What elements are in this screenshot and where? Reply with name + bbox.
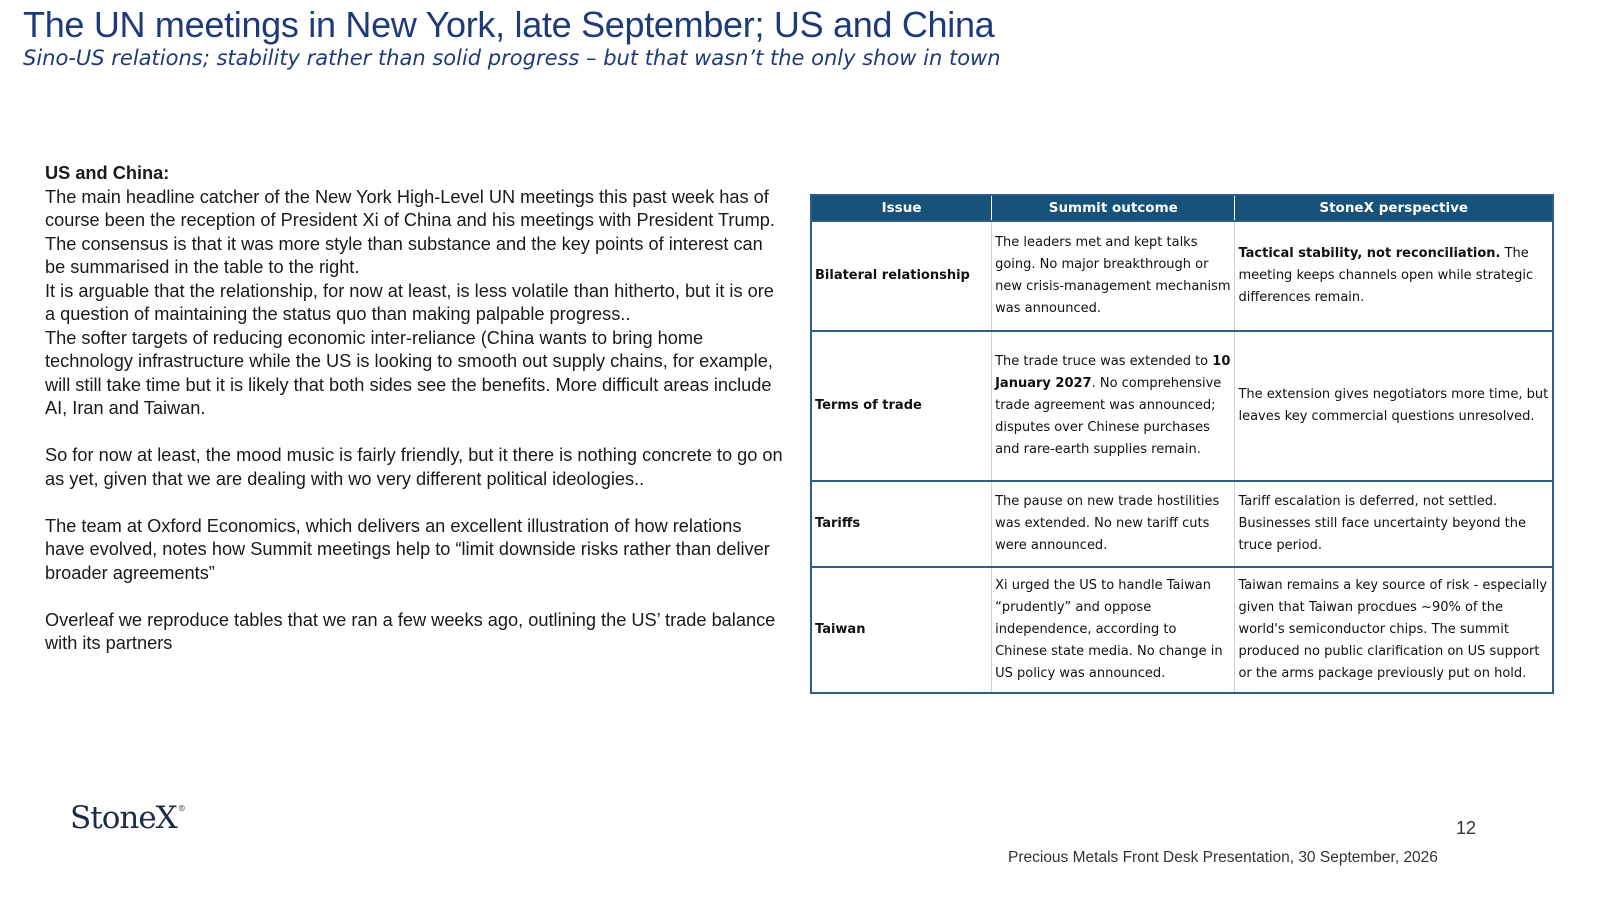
paragraph: Overleaf we reproduce tables that we ran a few weeks ago, outlining the US’ trade balance with its partners: [45, 609, 776, 653]
footer-text: Precious Metals Front Desk Presentation, 30 September, 2026: [1008, 849, 1438, 866]
issue-cell: Bilateral relationship: [811, 221, 992, 331]
outcome-cell: The leaders met and kept talks going. No major breakthrough or new crisis-management mechanism was announced.: [992, 221, 1235, 331]
section-heading: US and China:: [45, 163, 170, 183]
perspective-text: The meeting keeps channels open while strategic differences remain.: [1238, 246, 1534, 305]
paragraph: The main headline catcher of the New York High-Level UN meetings this past week has of course been the reception of President Xi of China and his meetings with President Trump. The consensus is that it was more style than substance and the key points of interest can be summarised in the table to the right.: [45, 186, 775, 277]
perspective-cell: [1235, 221, 1553, 331]
perspective-cell: The extension gives negotiators more time, but leaves key commercial questions unresolved.: [1235, 331, 1553, 481]
body-text: [45, 162, 785, 656]
outcome-text: The trade truce was extended to: [995, 354, 1213, 369]
perspective-cell: Taiwan remains a key source of risk - especially given that Taiwan procdues ~90% of the world's semiconductor chips. The summit produced no public clarification on US support or the arms package previously put on hold.: [1235, 567, 1553, 693]
perspective-emphasis: Tactical stability, not reconciliation.: [1238, 246, 1501, 261]
table-row: [811, 221, 1553, 331]
column-header-stonex-perspective: StoneX perspective: [1235, 195, 1553, 221]
page-number: 12: [1456, 818, 1477, 838]
table-header-row: [811, 195, 1553, 221]
table-row: [811, 481, 1553, 567]
column-header-summit-outcome: Summit outcome: [992, 195, 1235, 221]
paragraph-gap: [45, 421, 785, 445]
paragraph: It is arguable that the relationship, for now at least, is less volatile than hitherto, but it is ore a question of maintaining the status quo than making palpable progress..: [45, 280, 774, 324]
perspective-cell: Tariff escalation is deferred, not settled. Businesses still face uncertainty beyond the truce period.: [1235, 481, 1553, 567]
page-subtitle: Sino-US relations; stability rather than solid progress – but that wasn’t the only show in town: [23, 46, 1001, 70]
paragraph: The team at Oxford Economics, which delivers an excellent illustration of how relations have evolved, notes how Summit meetings help to “limit downside risks rather than deliver broader agreements”: [45, 515, 770, 583]
table-row: [811, 331, 1553, 481]
stonex-logo: [70, 800, 185, 836]
summit-outcome-table: [810, 194, 1554, 694]
outcome-cell: Xi urged the US to handle Taiwan “prudently” and oppose independence, according to Chinese state media. No change in US policy was announced.: [992, 567, 1235, 693]
registered-mark: ®: [177, 804, 185, 813]
outcome-emphasis: 10 January 2027: [995, 354, 1231, 391]
page-title: The UN meetings in New York, late September; US and China: [23, 4, 995, 45]
outcome-cell: The pause on new trade hostilities was extended. No new tariff cuts were announced.: [992, 481, 1235, 567]
table-row: [811, 567, 1553, 693]
outcome-text: . No comprehensive trade agreement was announced; disputes over Chinese purchases and rare-earth supplies remain.: [995, 376, 1222, 457]
logo-text: StoneX: [70, 800, 177, 836]
column-header-issue: Issue: [811, 195, 992, 221]
paragraph-gap: [45, 491, 785, 515]
outcome-cell: [992, 331, 1235, 481]
paragraph: So for now at least, the mood music is fairly friendly, but it there is nothing concrete to go on as yet, given that we are dealing with wo very different political ideologies..: [45, 445, 783, 489]
issue-cell: Tariffs: [811, 481, 992, 567]
issue-cell: Terms of trade: [811, 331, 992, 481]
paragraph-gap: [45, 585, 785, 609]
paragraph: The softer targets of reducing economic inter-reliance (China wants to bring home technology infrastructure while the US is looking to smooth out supply chains, for example, will still take time but it is likely that both sides see the benefits. More difficult areas include AI, Iran and Taiwan.: [45, 327, 773, 418]
issue-cell: Taiwan: [811, 567, 992, 693]
